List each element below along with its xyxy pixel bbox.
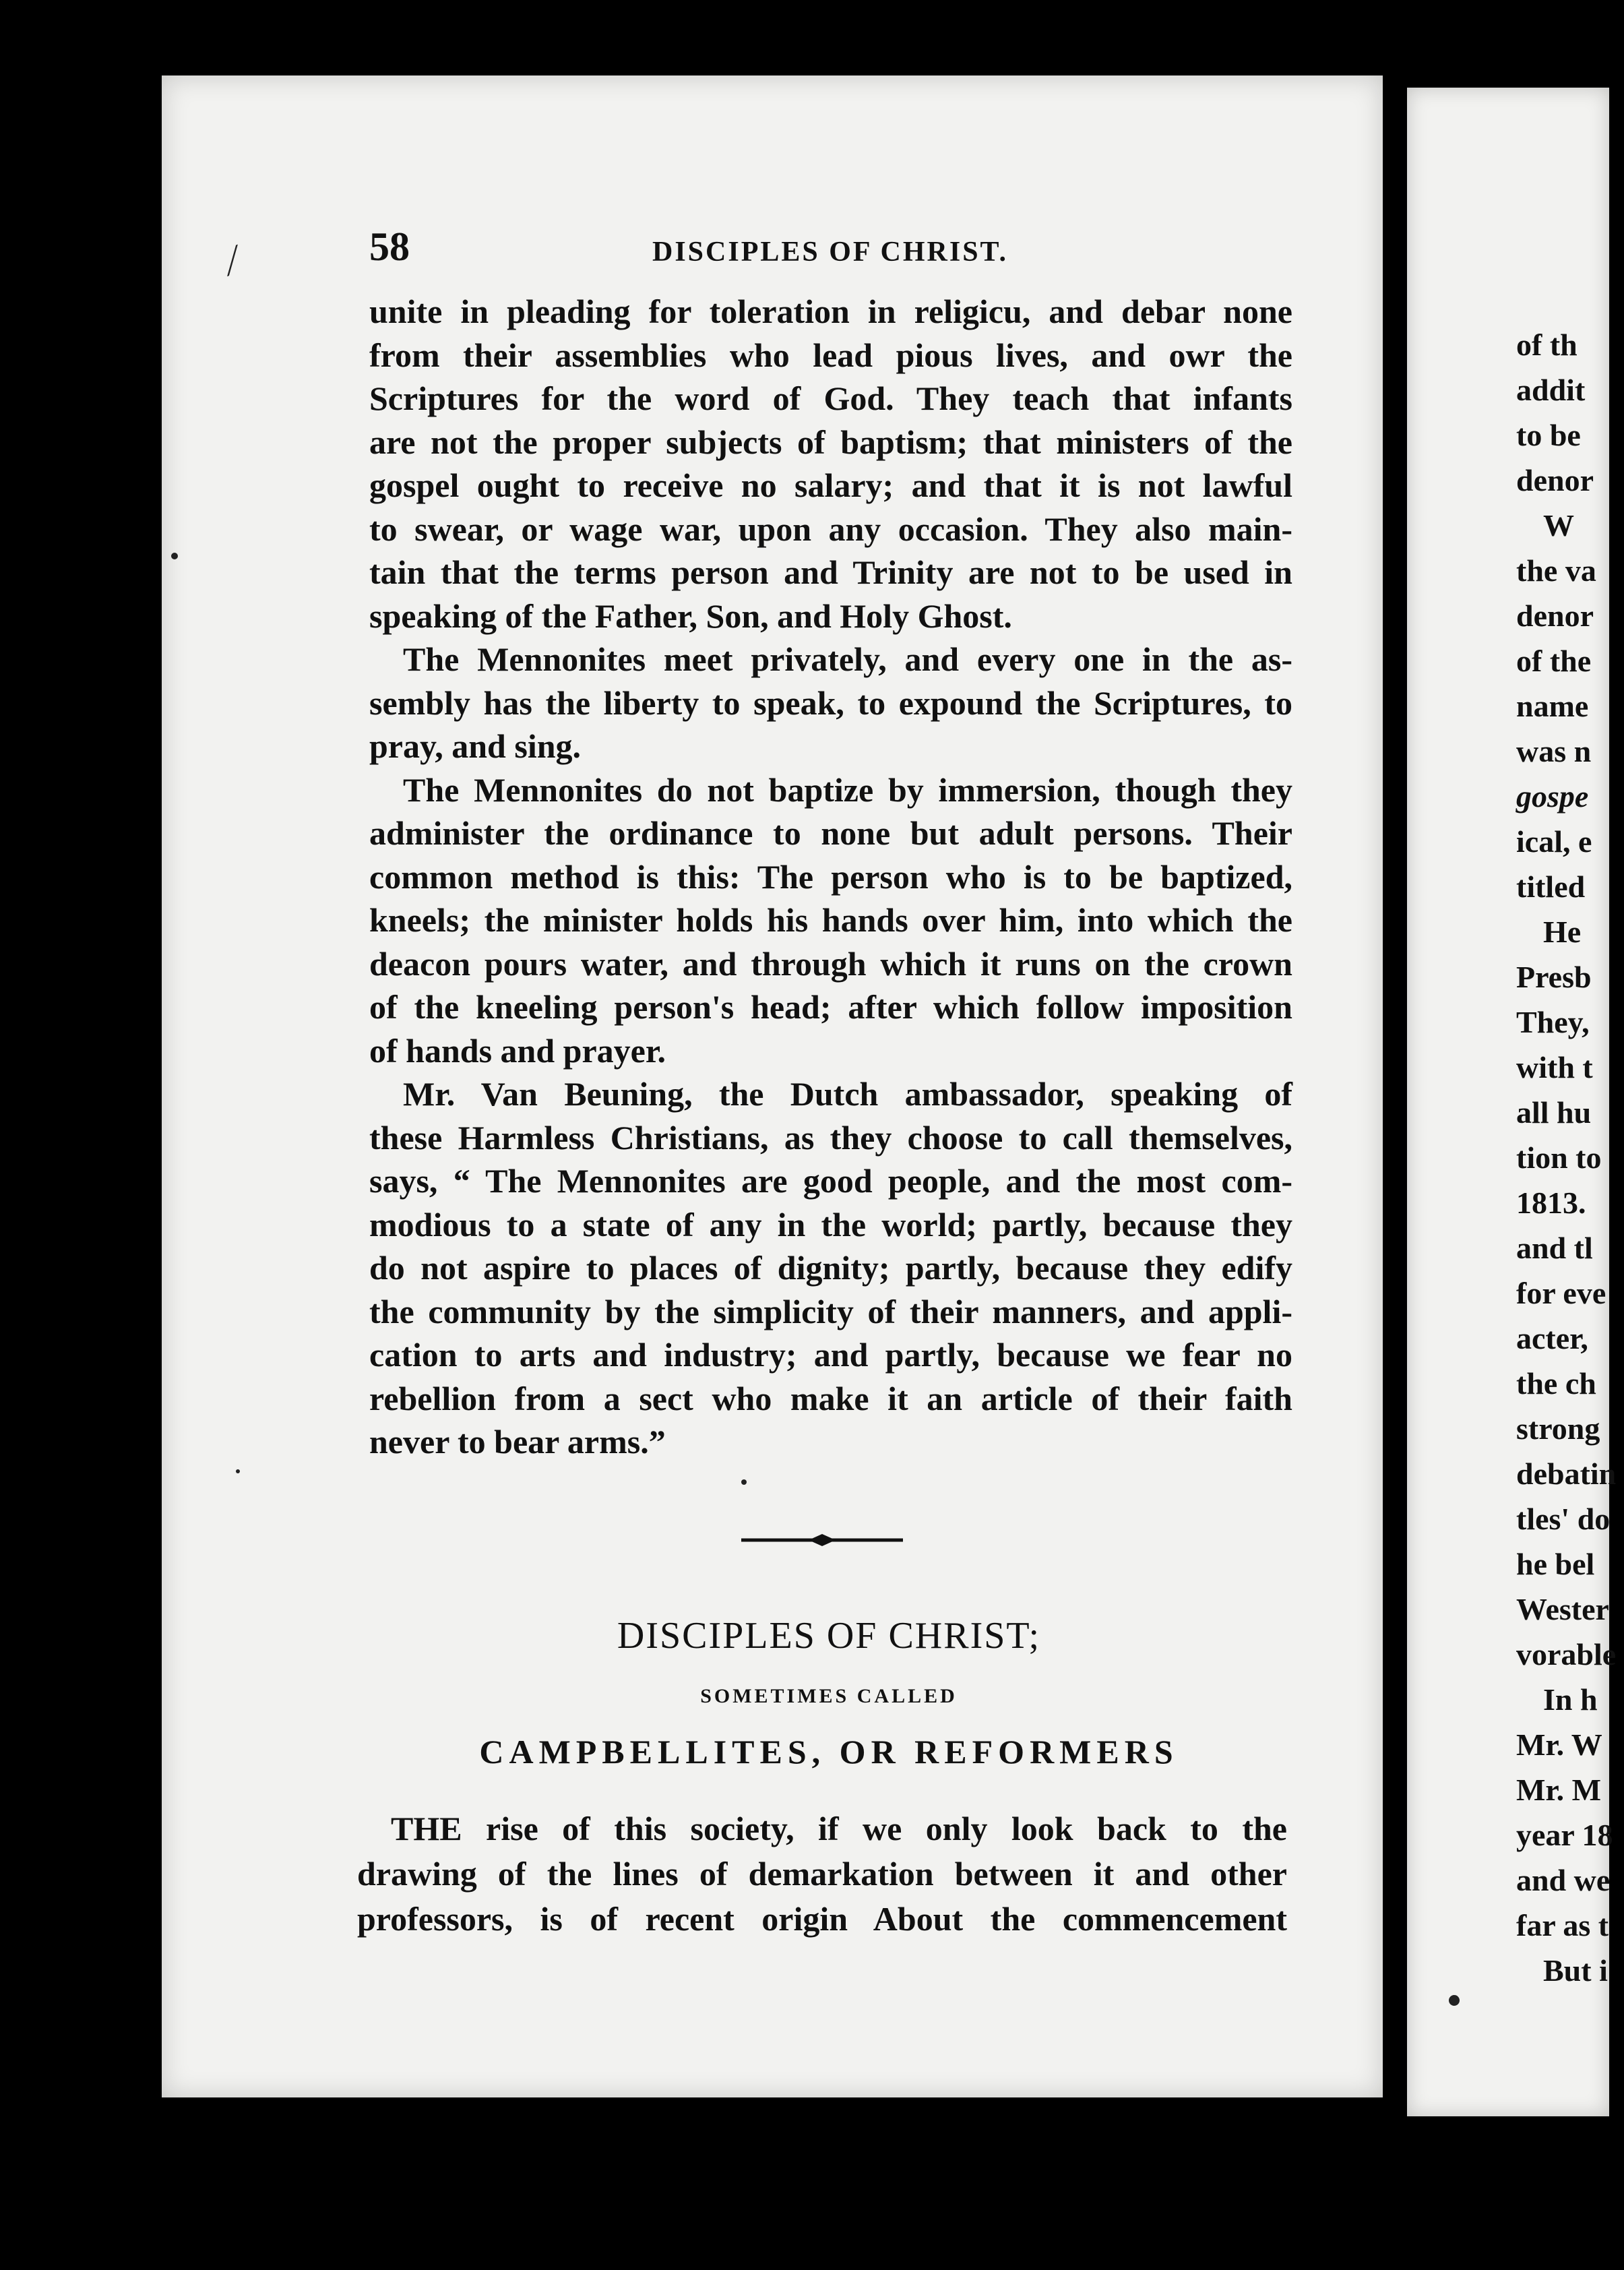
text-line: tain that the terms person and Trinity are not to be used in xyxy=(369,553,1292,591)
text-line: of the kneeling person's head; after which follow imposition xyxy=(369,988,1292,1026)
text-line: these Harmless Christians, as they choose to call themselves, xyxy=(369,1118,1292,1157)
text-line: the va xyxy=(1516,553,1596,588)
section-title: DISCIPLES OF CHRIST; xyxy=(617,1615,1041,1657)
text-line: the ch xyxy=(1516,1366,1596,1401)
margin-dot xyxy=(171,553,178,559)
text-line: do not aspire to places of dignity; partly, because they edify xyxy=(369,1249,1292,1287)
margin-dot xyxy=(1449,1995,1460,2006)
margin-dot xyxy=(236,1469,240,1473)
text-line: of hands and prayer. xyxy=(369,1031,666,1070)
text-line: addit xyxy=(1516,373,1586,407)
text-line: The Mennonites do not baptize by immersion, though they xyxy=(403,770,1292,809)
text-line: debatin xyxy=(1516,1456,1617,1491)
text-line: Mr. M xyxy=(1516,1773,1602,1807)
text-line: with t xyxy=(1516,1050,1593,1084)
text-line: administer the ordinance to none but adult persons. Their xyxy=(369,814,1292,852)
text-line: deacon pours water, and through which it runs on the crown xyxy=(369,944,1292,983)
text-line: kneels; the minister holds his hands over him, into which the xyxy=(369,901,1292,939)
text-line: for eve xyxy=(1516,1276,1606,1310)
text-line: Wester xyxy=(1516,1592,1609,1626)
text-line: Scriptures for the word of God. They teach that infants xyxy=(369,379,1292,417)
text-line: Mr. Van Beuning, the Dutch ambassador, speaking of xyxy=(403,1075,1292,1113)
text-line: tles' do xyxy=(1516,1502,1611,1536)
text-line: speaking of the Father, Son, and Holy Ghost. xyxy=(369,596,1012,635)
text-line: all hu xyxy=(1516,1095,1592,1130)
text-line: he bel xyxy=(1516,1547,1595,1581)
text-line: says, “ The Mennonites are good people, and the most com- xyxy=(369,1162,1292,1200)
text-line: of th xyxy=(1516,328,1578,362)
text-line: But i xyxy=(1543,1953,1608,1988)
text-line: W xyxy=(1543,508,1574,543)
text-line: titled xyxy=(1516,869,1586,904)
text-line: He xyxy=(1543,915,1582,949)
text-line: year 18 xyxy=(1516,1818,1613,1852)
text-line: denor xyxy=(1516,463,1594,497)
text-line: of the xyxy=(1516,644,1592,678)
facing-page-text xyxy=(1516,322,1624,1993)
margin-tick-mark: ⁄ xyxy=(221,238,243,282)
text-line: vorable xyxy=(1516,1637,1617,1671)
margin-dot xyxy=(741,1479,747,1485)
text-line: was n xyxy=(1516,734,1592,768)
text-line: Mr. W xyxy=(1516,1727,1602,1762)
section-body-text xyxy=(357,1806,1287,1942)
text-line: common method is this: The person who is to be baptized, xyxy=(369,857,1292,896)
text-line: pray, and sing. xyxy=(369,727,582,765)
text-line: and tl xyxy=(1516,1231,1593,1265)
text-line: strong xyxy=(1516,1411,1600,1446)
text-line: are not the proper subjects of baptism; that ministers of the xyxy=(369,423,1292,461)
text-line: from their assemblies who lead pious lives, and owr the xyxy=(369,336,1292,374)
text-line: never to bear arms.” xyxy=(369,1423,666,1461)
text-line: denor xyxy=(1516,599,1594,633)
text-line: Presb xyxy=(1516,960,1592,994)
text-line: ical, e xyxy=(1516,824,1592,859)
section-divider-ornament xyxy=(741,1530,903,1550)
text-line: tion to xyxy=(1516,1140,1602,1175)
text-line: THE rise of this society, if we only look back to the xyxy=(391,1810,1287,1847)
section-subtitle: SOMETIMES CALLED xyxy=(700,1685,958,1707)
text-line: to swear, or wage war, upon any occasion. They also main- xyxy=(369,510,1292,548)
text-line: They, xyxy=(1516,1005,1590,1039)
text-line: name xyxy=(1516,689,1589,723)
text-line: gospe xyxy=(1516,779,1589,814)
text-line: far as t xyxy=(1516,1908,1609,1942)
running-title: DISCIPLES OF CHRIST. xyxy=(652,237,1008,268)
running-head xyxy=(369,224,1299,278)
text-line: sembly has the liberty to speak, to expound the Scriptures, to xyxy=(369,683,1292,722)
text-line: rebellion from a sect who make it an article of their faith xyxy=(369,1379,1292,1417)
text-line: acter, xyxy=(1516,1321,1588,1355)
text-line: cation to arts and industry; and partly, because we fear no xyxy=(369,1336,1292,1374)
text-line: to be xyxy=(1516,418,1581,452)
text-line: professors, is of recent origin About the commencement xyxy=(357,1900,1287,1938)
section-alternate-names: CAMPBELLITES, OR REFORMERS xyxy=(479,1733,1179,1771)
body-text xyxy=(369,290,1292,1464)
text-line: gospel ought to receive no salary; and that it is not lawful xyxy=(369,466,1292,504)
text-line: modious to a state of any in the world; partly, because they xyxy=(369,1205,1292,1244)
text-line: drawing of the lines of demarkation between it and other xyxy=(357,1855,1287,1893)
text-line: In h xyxy=(1543,1682,1598,1717)
text-line: 1813. xyxy=(1516,1186,1586,1220)
text-line: unite in pleading for toleration in religicu, and debar none xyxy=(369,293,1292,330)
text-line: and we xyxy=(1516,1863,1611,1897)
text-line: The Mennonites meet privately, and every one in the as- xyxy=(403,640,1292,678)
page-number: 58 xyxy=(369,224,410,269)
text-line: the community by the simplicity of their manners, and appli- xyxy=(369,1292,1292,1330)
